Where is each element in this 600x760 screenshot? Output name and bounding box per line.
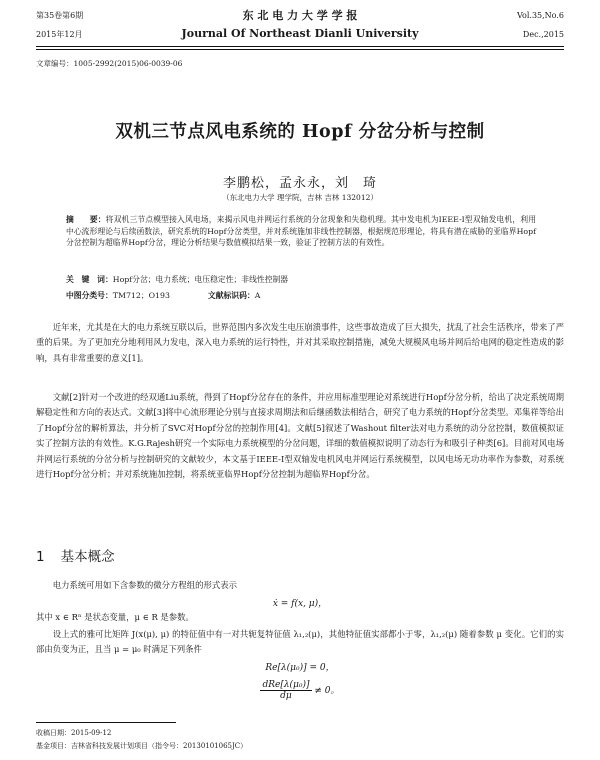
equation-3: [0, 680, 600, 701]
concept-line-2: 其中 x ∈ Rⁿ 是状态变量，μ ∈ R 是参数。: [36, 612, 194, 622]
classification-label: 中图分类号：: [66, 291, 113, 300]
journal-name-cn: 东 北 电 力 大 学 学 报: [242, 9, 358, 22]
body-paragraph-1: 近年来，尤其是在大的电力系统互联以后，世界范围内多次发生电压崩溃事件，这些事故造成了巨大损失，扰乱了社会生活秩序，带来了严重的后果。为了更加充分地利用风力发电，深入电力系统的运行特性，并对其采取控制措施，减免大规模风电场并网后给电网的稳定性造成的影响，具有非常重要的意义[1]。: [36, 322, 564, 363]
footnote-fund: 基金项目：吉林省科技发展计划项目（指令号：20130101065JC）: [36, 742, 248, 750]
section-title: 基本概念: [60, 549, 115, 565]
header-rule: [36, 46, 564, 47]
fraction-denominator: dμ: [280, 691, 292, 701]
footnote-received: 收稿日期：2015-09-12: [36, 729, 112, 737]
concept-line-1: 电力系统可用如下含参数的微分方程组的形式表示: [52, 580, 238, 590]
abstract-label: 摘 要：: [66, 215, 106, 224]
keywords-label: 关 键 词：: [66, 275, 113, 284]
article-number: 文章编号：1005-2992(2015)06-0039-06: [36, 59, 183, 68]
keywords-text: Hopf分岔；电力系统；电压稳定性；非线性控制器: [112, 275, 289, 284]
authors: 李鹏松，孟永永，刘 琦: [222, 176, 377, 191]
equation-1: ẋ = f(x, μ)，: [272, 599, 328, 609]
classification: [66, 290, 536, 302]
journal-date-en: Dec.,2015: [522, 30, 564, 39]
derivative-fraction: [260, 680, 311, 701]
abstract: [66, 214, 536, 249]
document-code-value: A: [254, 291, 261, 300]
section-number: 1: [36, 549, 45, 565]
journal-name-en: Journal Of Northeast Dianli University: [181, 27, 419, 40]
equation-2: Re[λ(μ₀)] = 0，: [265, 663, 335, 673]
journal-issue: 第35卷第6期: [36, 11, 84, 20]
section-heading: [36, 545, 115, 565]
affiliation: （东北电力大学 理学院，吉林 吉林 132012）: [222, 193, 378, 202]
paper-title: 双机三节点风电系统的 Hopf 分岔分析与控制: [115, 122, 485, 142]
header-rule-thin: [36, 49, 564, 50]
concept-line-3: 设上式的雅可比矩阵 J(x(μ), μ) 的特征值中有一对共轭复特征值 λ₁,₂(μ)，其他特征值实部都小于零，λ₁,₂(μ) 随着参数 μ 变化。它们的实部由负变为正，且当 μ = μ₀ 时满足下列条件: [36, 629, 564, 655]
journal-volume: Vol.35,No.6: [517, 11, 564, 20]
document-code-label: 文献标识码：: [207, 291, 255, 300]
fraction-numerator: dRe[λ(μ₀)]: [262, 680, 310, 690]
classification-value: TM712；O193: [112, 291, 170, 300]
abstract-text: 将双机三节点模型接入风电场，来揭示风电并网运行系统的分岔现象和失稳机理。其中发电机为IEEE-I型双轴发电机，利用中心流形理论与后续函数法，研究系统的Hopf分岔类型，并对系统施加非线性控制器，根据规范形理论，将具有潜在威胁的亚临界Hopf分岔控制为超临界Hopf分岔，理论分析结果与数值模拟结果一致，验证了控制方法的有效性。: [66, 215, 537, 248]
equation-3-tail: ≠ 0。: [314, 686, 340, 696]
keywords: [66, 274, 536, 286]
journal-date: 2015年12月: [36, 30, 83, 39]
body-paragraph-2: 文献[2]针对一个改进的经双通Liu系统，得到了Hopf分岔存在的条件，并应用标准型理论对系统进行Hopf分岔分析，给出了决定系统周期解稳定性和方向的表达式。文献[3]将中心流形理论分别与直接求周期法和后继函数法相结合，研究了电力系统的Hopf分岔类型。邓集祥等给出了Hopf分岔的解析算法，并分析了SVC对Hopf分岔的控制作用[4]。文献[5]叙述了Washout filter法对电力系统的动分岔控制，数值模拟证实了控制方法的有效性。K.G.Rajesh研究一个实际电力系统模型的分岔问题，详细的数值模拟说明了动态行为和吸引子种类[6]。目前对风电场并网运行系统的分岔分析与控制研究的文献较少，本文基于IEEE-I型双轴发电机风电并网运行系统模型，以风电场无功功率作为参数，对系统进行Hopf分岔分析；并对系统施加控制，将系统亚临界Hopf分岔控制为超临界Hopf分岔。: [36, 392, 564, 480]
footnote-rule: [36, 722, 176, 723]
